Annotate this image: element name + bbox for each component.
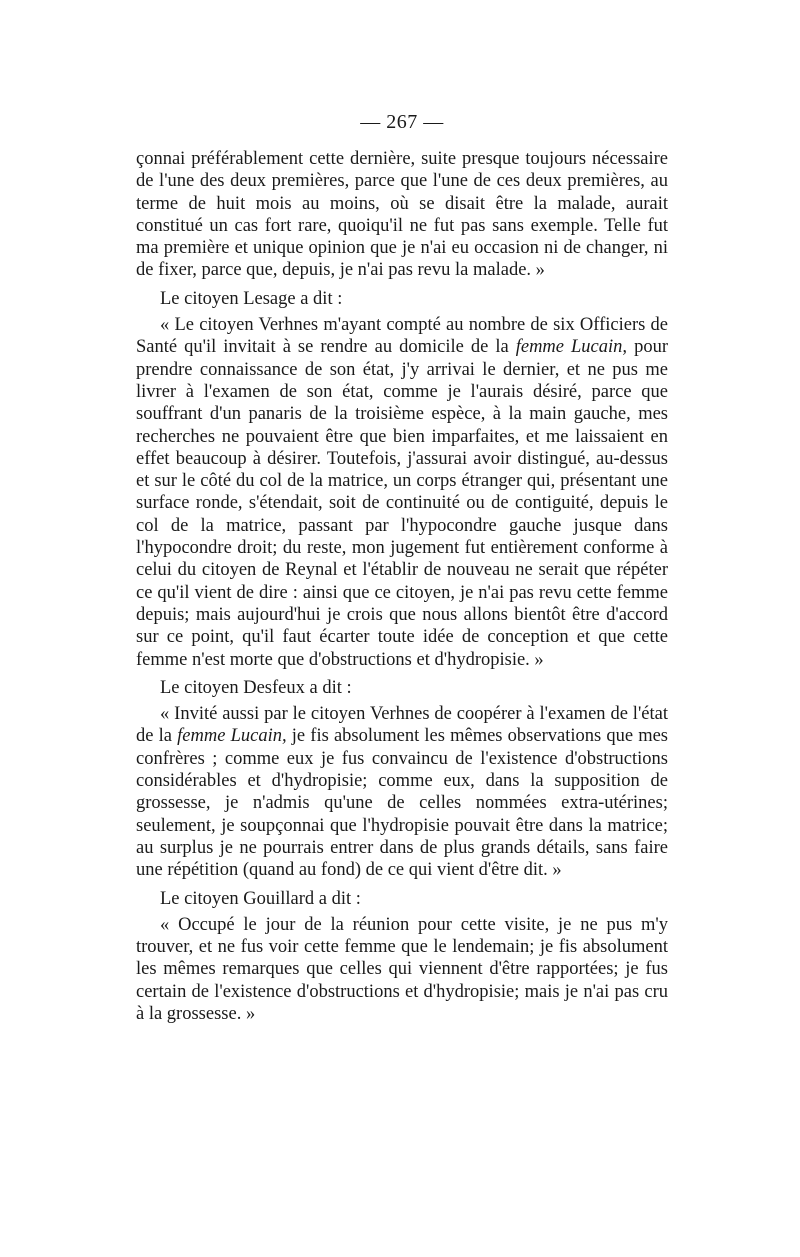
paragraph-continuation: çonnai préférablement cette dernière, suite presque toujours nécessaire de l'une des deux premières, parce que l'une de ces deux premières, au terme de huit mois au moins, où se disait être la malade, aurait constitué un cas fort rare, quoiqu'il ne fut pas sans exemple. Telle fut ma première et unique opinion que je n'ai eu occasion ni de changer, ni de fixer, parce que, depuis, je n'ai pas revu la malade. » <box>136 149 668 281</box>
paragraph-desfeux <box>136 703 668 881</box>
paragraph-desfeux-part2: je fis absolument les mêmes observations que mes confrères ; comme eux je fus convaincu de l'existence d'obstructions considérables et d'hydropisie; comme eux, dans la supposition de grossesse, je n'admis qu'une de celles nommées extra-utérines; seulement, je soupçonnai que l'hydropisie pouvait être dans la matrice; au surplus je ne pourrais entrer dans de plus grands détails, sans faire une répétition (quand au fond) de ce qui vient d'être dit. » <box>136 726 669 881</box>
speaker-gouillard: Le citoyen Gouillard a dit : <box>160 888 361 909</box>
paragraph-lesage-part1: « Le citoyen Verhnes m'ayant compté au nombre de six Officiers de Santé qu'il invitait à se rendre au domicile de la <box>136 315 668 358</box>
paragraph-gouillard: « Occupé le jour de la réunion pour cette visite, je ne pus m'y trouver, et ne fus voir cette femme que le lendemain; je fis absolument les mêmes remarques que celles qui viennent d'être rapportées; je fus certain de l'existence d'obstructions et d'hydropisie; mais je n'ai pas cru à la grossesse. » <box>136 914 668 1024</box>
paragraph-lesage <box>136 314 668 671</box>
paragraph-desfeux-italic: femme Lucain, <box>177 726 287 747</box>
speaker-lesage: Le citoyen Lesage a dit : <box>160 288 343 309</box>
paragraph-lesage-part2: pour prendre connaissance de son état, j'y arrivai le dernier, et ne pus me livrer à l'examen de son état, comme je l'aurais désiré, parce que souffrant d'un panaris de la troisième espèce, à la main gauche, mes recherches ne pouvaient être que bien imparfaites, et me laissaient en effet beaucoup à désirer. Toutefois, j'assurai avoir distingué, au-dessus et sur le côté du col de la matrice, un corps étranger qui, présentant une surface ronde, s'étendait, soit de continuité ou de contiguité, depuis le col de la matrice, passant par l'hypocondre gauche jusque dans l'hypocondre droit; du reste, mon jugement fut entièrement conforme à celui du citoyen de Reynal et l'établir de nouveau ne serait que répéter ce qu'il vient de dire : ainsi que ce citoyen, je n'ai pas revu cette femme depuis; mais aujourd'hui je crois que nous allons bientôt être d'accord sur ce point, qu'il faut écarter toute idée de conception et que cette femme n'est morte que d'obstructions et d'hydropisie. » <box>136 337 668 670</box>
book-page <box>136 108 668 1025</box>
paragraph-lesage-italic: femme Lucain, <box>515 337 628 358</box>
paragraph-desfeux-part1: « Invité aussi par le citoyen Verhnes de coopérer à l'examen de l'état de la <box>136 704 668 747</box>
speaker-desfeux: Le citoyen Desfeux a dit : <box>160 677 352 698</box>
page-number: — 267 — <box>360 111 444 133</box>
